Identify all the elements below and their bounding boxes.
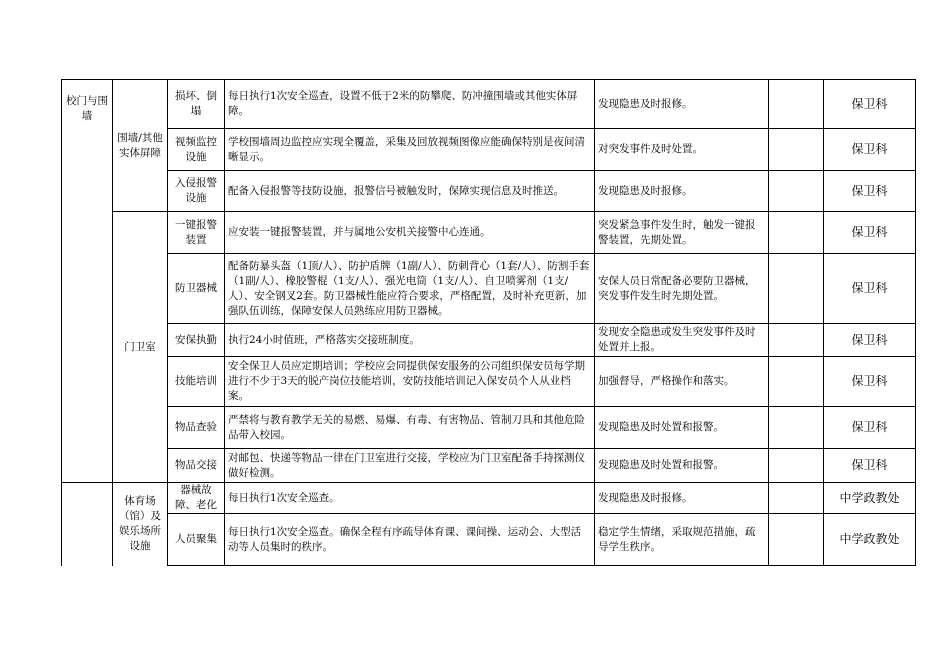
item-cell: 一键报警装置 bbox=[168, 212, 225, 254]
measure-cell: 发现隐患及时报修。 bbox=[595, 171, 769, 212]
requirement-cell: 配备入侵报警等技防设施，报警信号被触发时，保障实现信息及时推送。 bbox=[225, 171, 595, 212]
department-cell: 保卫科 bbox=[824, 129, 916, 171]
item-cell: 防卫器械 bbox=[168, 254, 225, 324]
requirement-cell: 执行24小时值班，严格落实交接班制度。 bbox=[225, 324, 595, 357]
requirement-cell: 每日执行1次安全巡查，设置不低于2米的防攀爬、防冲撞围墙或其他实体屏障。 bbox=[225, 80, 595, 129]
table-row bbox=[62, 171, 916, 212]
item-cell: 物品查验 bbox=[168, 407, 225, 449]
table-row bbox=[62, 129, 916, 171]
table-row bbox=[62, 483, 916, 514]
measure-cell: 加强督导，严格操作和落实。 bbox=[595, 357, 769, 407]
safety-inspection-table bbox=[61, 79, 916, 566]
requirement-cell: 学校围墙周边监控应实现全覆盖，采集及回放视频图像应能确保特别是夜间清晰显示。 bbox=[225, 129, 595, 171]
requirement-cell: 每日执行1次安全巡查。 bbox=[225, 483, 595, 514]
department-cell: 保卫科 bbox=[824, 407, 916, 449]
category-cell: 校门与围墙 bbox=[62, 80, 113, 483]
note-cell bbox=[769, 357, 824, 407]
department-cell: 保卫科 bbox=[824, 212, 916, 254]
department-cell: 保卫科 bbox=[824, 80, 916, 129]
requirement-cell: 每日执行1次安全巡查。确保全程有序疏导体育课、课间操、运动会、大型活动等人员集时的秩序。 bbox=[225, 514, 595, 566]
table-row bbox=[62, 357, 916, 407]
note-cell bbox=[769, 80, 824, 129]
item-cell: 视频监控设施 bbox=[168, 129, 225, 171]
department-cell: 中学政教处 bbox=[824, 483, 916, 514]
item-cell: 安保执勤 bbox=[168, 324, 225, 357]
requirement-cell: 严禁将与教育教学无关的易燃、易爆、有毒、有害物品、管制刀具和其他危险品带入校园。 bbox=[225, 407, 595, 449]
department-cell: 保卫科 bbox=[824, 171, 916, 212]
measure-cell: 发现隐患及时报修。 bbox=[595, 80, 769, 129]
subcategory-cell: 体育场（馆）及娱乐场所设施 bbox=[113, 483, 168, 566]
table-row bbox=[62, 407, 916, 449]
note-cell bbox=[769, 212, 824, 254]
table-row bbox=[62, 324, 916, 357]
table-row bbox=[62, 514, 916, 566]
measure-cell: 发现隐患及时处置和报警。 bbox=[595, 407, 769, 449]
item-cell: 物品交接 bbox=[168, 449, 225, 483]
item-cell: 人员聚集 bbox=[168, 514, 225, 566]
note-cell bbox=[769, 449, 824, 483]
department-cell: 保卫科 bbox=[824, 324, 916, 357]
note-cell bbox=[769, 483, 824, 514]
department-cell: 中学政教处 bbox=[824, 514, 916, 566]
subcategory-cell: 围墙/其他实体屏障 bbox=[113, 80, 168, 212]
requirement-cell: 安全保卫人员应定期培训；学校应会同提供保安服务的公司组织保安员每学期进行不少于3天的脱产岗位技能培训，安防技能培训记入保安员个人从业档案。 bbox=[225, 357, 595, 407]
note-cell bbox=[769, 171, 824, 212]
department-cell: 保卫科 bbox=[824, 449, 916, 483]
measure-cell: 突发紧急事件发生时，触发一键报警装置，先期处置。 bbox=[595, 212, 769, 254]
table-row bbox=[62, 80, 916, 129]
item-cell: 器械故障、老化 bbox=[168, 483, 225, 514]
requirement-cell: 应安装一键报警装置，并与属地公安机关接警中心连通。 bbox=[225, 212, 595, 254]
table-row bbox=[62, 254, 916, 324]
table-row bbox=[62, 449, 916, 483]
note-cell bbox=[769, 129, 824, 171]
measure-cell: 发现安全隐患或发生突发事件及时处置并上报。 bbox=[595, 324, 769, 357]
requirement-cell: 配备防暴头盔（1顶/人）、防护盾牌（1副/人）、防刺背心（1套/人）、防割手套（1副/人）、橡胶警棍（1支/人）、强光电筒（1支/人）、自卫喷雾剂（1支/人）、安全钢叉2套。防卫器械性能应符合要求，严格配置，及时补充更新，加强队伍训练，保障安保人员熟练应用防卫器械。 bbox=[225, 254, 595, 324]
item-cell: 入侵报警设施 bbox=[168, 171, 225, 212]
item-cell: 损坏、倒塌 bbox=[168, 80, 225, 129]
table-row bbox=[62, 212, 916, 254]
category-cell-empty bbox=[62, 483, 113, 566]
department-cell: 保卫科 bbox=[824, 357, 916, 407]
measure-cell: 发现隐患及时处置和报警。 bbox=[595, 449, 769, 483]
note-cell bbox=[769, 514, 824, 566]
measure-cell: 发现隐患及时报修。 bbox=[595, 483, 769, 514]
subcategory-cell: 门卫室 bbox=[113, 212, 168, 483]
measure-cell: 安保人员日常配备必要防卫器械，突发事件发生时先期处置。 bbox=[595, 254, 769, 324]
department-cell: 保卫科 bbox=[824, 254, 916, 324]
note-cell bbox=[769, 254, 824, 324]
measure-cell: 稳定学生情绪，采取规范措施，疏导学生秩序。 bbox=[595, 514, 769, 566]
note-cell bbox=[769, 324, 824, 357]
note-cell bbox=[769, 407, 824, 449]
item-cell: 技能培训 bbox=[168, 357, 225, 407]
measure-cell: 对突发事件及时处置。 bbox=[595, 129, 769, 171]
requirement-cell: 对邮包、快递等物品一律在门卫室进行交接，学校应为门卫室配备手持探测仪做好检测。 bbox=[225, 449, 595, 483]
